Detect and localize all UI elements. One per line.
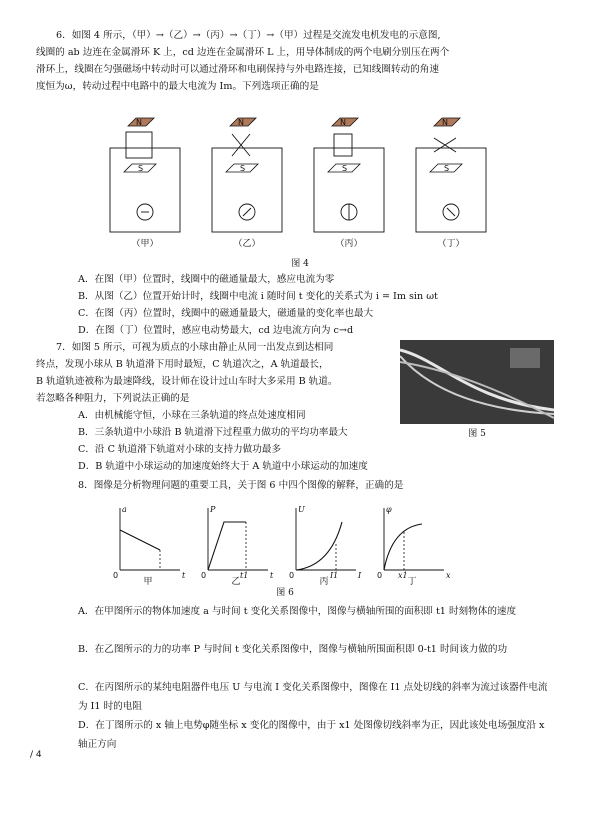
graph-yi-y-label: P: [210, 505, 216, 514]
figure-6-graphs: [100, 500, 460, 582]
q6-line-3: 滑环上，线圈在匀强磁场中转动时可以通过滑环和电刷保持与外电路连接，已知线圈转动的角速: [36, 64, 439, 75]
graph-bing-y-label: U: [298, 505, 305, 514]
graph-bing-x-label: I: [358, 571, 362, 580]
graph-ding: [377, 505, 451, 580]
panel-caption-yi: （乙）: [233, 239, 261, 249]
generator-panel-jia: [110, 118, 180, 232]
magnet-s-label-jia: S: [138, 164, 144, 173]
graph-yi-x-label: t: [270, 571, 274, 580]
magnet-n-label-ding: N: [442, 118, 448, 127]
q6-option-d: D．在图（丁）位置时，感应电动势最大，cd 边电流方向为 c→d: [78, 325, 354, 336]
graph-ding-y-label: φ: [386, 505, 392, 514]
q8-line-1: 8．图像是分析物理问题的重要工具，关于图 6 中四个图像的解释，正确的是: [78, 480, 404, 491]
graph-yi-curve: [208, 522, 246, 570]
graph-jia-curve: [120, 530, 160, 550]
magnet-n-label-jia: N: [136, 118, 142, 127]
generator-panel-bing: [314, 118, 384, 232]
panel-caption-jia: （甲）: [131, 239, 159, 249]
magnet-n-label-yi: N: [238, 118, 244, 127]
graph-bing-caption: 丙: [319, 577, 329, 587]
q7-option-c: C．沿 C 轨道滑下轨道对小球的支持力做功最多: [78, 444, 282, 455]
q6-option-b: B．从图（乙）位置开始计时，线圈中电流 i 随时间 t 变化的关系式为 i = Im sin ωt: [78, 291, 438, 302]
q8-option-a: A．在甲图所示的物体加速度 a 与时间 t 变化关系图像中，图像与横轴所围的面积即 t1 时刻物体的速度: [78, 606, 517, 617]
graph-bing-curve: [296, 522, 342, 570]
graph-yi: [201, 505, 274, 580]
q8-option-c: C．在丙图所示的某纯电阻器件电压 U 与电流 I 变化关系图像中，图像在 I1 点处切线的斜率为流过该器件电流为 I1 时的电阻: [78, 682, 548, 712]
page-number: / 4: [30, 750, 42, 760]
graph-jia-origin: 0: [113, 571, 119, 580]
panel-caption-ding: （丁）: [437, 239, 465, 249]
magnet-s-label-bing: S: [342, 164, 348, 173]
q6-option-a: A．在图（甲）位置时，线圈中的磁通量最大，感应电流为零: [78, 274, 335, 285]
graph-yi-caption: 乙: [231, 577, 241, 587]
q7-line-4: 若忽略各种阻力，下列说法正确的是: [36, 393, 190, 404]
graph-ding-origin: 0: [377, 571, 383, 580]
graph-ding-curve: [384, 524, 422, 570]
q7-line-1: 7．如图 5 所示，可视为质点的小球由静止从同一出发点到达相同: [56, 342, 334, 353]
magnet-n-label-bing: N: [340, 118, 346, 127]
graph-ding-x-label: x: [446, 571, 451, 580]
graph-ding-mark: x1: [398, 571, 408, 580]
panel-caption-bing: （丙）: [335, 239, 363, 249]
q7-option-a: A．由机械能守恒，小球在三条轨道的终点处速度相同: [78, 410, 306, 421]
graph-bing-mark: I1: [330, 571, 339, 580]
q6-option-c: C．在图（丙）位置时，线圈中的磁通量最大，磁通量的变化率也最大: [78, 308, 374, 319]
graph-jia-caption: 甲: [143, 577, 153, 587]
magnet-s-label-ding: S: [444, 164, 450, 173]
graph-jia: [113, 505, 186, 580]
graph-bing-origin: 0: [289, 571, 295, 580]
q6-line-4: 度恒为ω，转动过程中电路中的最大电流为 Im。下列选项正确的是: [36, 81, 319, 92]
graph-yi-mark: t1: [240, 571, 249, 580]
q6-line-1: 6．如图 4 所示，（甲）→（乙）→（丙）→（丁）→（甲）过程是交流发电机发电的示意图,: [56, 30, 441, 41]
graph-yi-origin: 0: [201, 571, 207, 580]
q8-option-b: B．在乙图所示的力的功率 P 与时间 t 变化关系图像中，图像与横轴所围面积即 0-t1 时间该力做的功: [78, 644, 508, 655]
figure-6-label: 图 6: [276, 588, 294, 598]
graph-ding-caption: 丁: [407, 577, 417, 587]
generator-panel-yi: [212, 118, 282, 232]
figure-5-label: 图 5: [468, 429, 486, 439]
q6-line-2: 线圈的 ab 边连在金属滑环 K 上，cd 边连在金属滑环 L 上，用导体制成的两个电刷分别压在两个: [36, 47, 450, 58]
q7-line-3: B 轨道轨迹被称为最速降线，设计师在设计过山车时大多采用 B 轨道。: [36, 376, 338, 387]
q7-line-2: 终点，发现小球从 B 轨道滑下用时最短，C 轨道次之，A 轨道最长，: [36, 359, 329, 370]
figure-4-label: 图 4: [291, 259, 309, 269]
q8-option-d: D．在丁图所示的 x 轴上电势φ随坐标 x 变化的图像中，由于 x1 处图像切线斜率为正，因此该处电场强度沿 x 轴正方向: [78, 720, 545, 750]
q7-option-d: D．B 轨道中小球运动的加速度始终大于 A 轨道中小球运动的加速度: [78, 461, 368, 472]
graph-jia-x-label: t: [182, 571, 186, 580]
graph-bing: [289, 505, 362, 580]
magnet-s-label-yi: S: [240, 164, 246, 173]
generator-panel-ding: [416, 118, 486, 232]
graph-jia-y-label: a: [122, 505, 127, 514]
figure-5-photo: [400, 340, 554, 424]
q7-option-b: B．三条轨道中小球沿 B 轨道滑下过程重力做功的平均功率最大: [78, 427, 348, 438]
